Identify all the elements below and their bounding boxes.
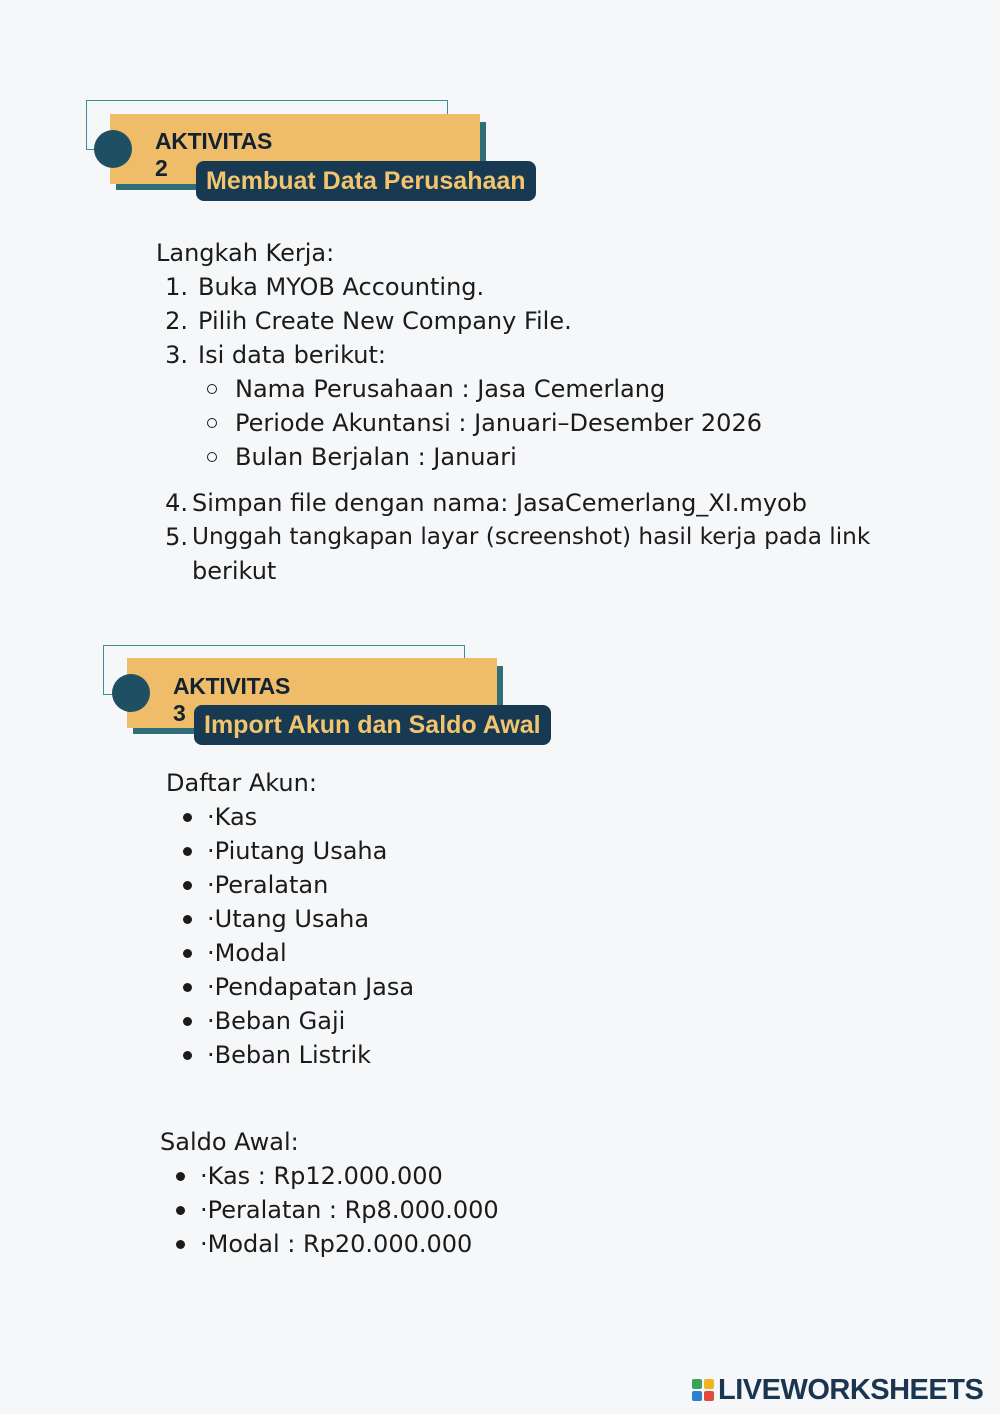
balance-entry: ·Peralatan : Rp8.000.000 bbox=[200, 1196, 499, 1224]
bullet-icon bbox=[183, 949, 192, 958]
sub-item-text: Bulan Berjalan : Januari bbox=[235, 443, 517, 471]
activity-title: Membuat Data Perusahaan bbox=[196, 161, 536, 201]
bullet-icon bbox=[183, 915, 192, 924]
bullet-icon bbox=[176, 1206, 185, 1215]
account-name: ·Beban Listrik bbox=[207, 1041, 372, 1069]
step-number: 1. bbox=[165, 273, 188, 301]
account-name: ·Piutang Usaha bbox=[207, 837, 388, 865]
bullet-icon bbox=[183, 1051, 192, 1060]
circle-bullet-icon bbox=[207, 384, 217, 394]
bullet-icon bbox=[183, 847, 192, 856]
step-text: Isi data berikut: bbox=[198, 341, 386, 369]
banner-dot bbox=[94, 130, 132, 168]
logo-square bbox=[704, 1379, 714, 1389]
account-name: ·Beban Gaji bbox=[207, 1007, 346, 1035]
logo-grid-icon bbox=[692, 1379, 714, 1401]
account-name: ·Peralatan bbox=[207, 871, 329, 899]
steps-heading: Langkah Kerja: bbox=[156, 239, 335, 267]
balances-heading: Saldo Awal: bbox=[160, 1128, 299, 1156]
circle-bullet-icon bbox=[207, 418, 217, 428]
accounts-heading: Daftar Akun: bbox=[166, 769, 317, 797]
step-text: Pilih Create New Company File. bbox=[198, 307, 572, 335]
account-name: ·Pendapatan Jasa bbox=[207, 973, 415, 1001]
logo-text: LIVEWORKSHEETS bbox=[718, 1373, 984, 1406]
step-number: 3. bbox=[165, 341, 188, 369]
sub-item-text: Nama Perusahaan : Jasa Cemerlang bbox=[235, 375, 666, 403]
sub-item-text: Periode Akuntansi : Januari–Desember 2026 bbox=[235, 409, 762, 437]
bullet-icon bbox=[183, 1017, 192, 1026]
balance-entry: ·Modal : Rp20.000.000 bbox=[200, 1230, 473, 1258]
account-name: ·Kas bbox=[207, 803, 258, 831]
bullet-icon bbox=[176, 1172, 185, 1181]
circle-bullet-icon bbox=[207, 452, 217, 462]
bullet-icon bbox=[183, 983, 192, 992]
step-number: 5. bbox=[165, 523, 188, 551]
step-text: Simpan file dengan nama: JasaCemerlang_XI.myob bbox=[192, 489, 807, 517]
liveworksheets-logo[interactable] bbox=[692, 1374, 983, 1406]
bullet-icon bbox=[183, 881, 192, 890]
bullet-icon bbox=[183, 813, 192, 822]
step-text-continuation: berikut bbox=[192, 557, 277, 585]
logo-square bbox=[704, 1391, 714, 1401]
account-name: ·Utang Usaha bbox=[207, 905, 370, 933]
account-name: ·Modal bbox=[207, 939, 287, 967]
logo-square bbox=[692, 1379, 702, 1389]
bullet-icon bbox=[176, 1240, 185, 1249]
activity-title: Import Akun dan Saldo Awal bbox=[194, 705, 551, 745]
step-text: Buka MYOB Accounting. bbox=[198, 273, 485, 301]
step-text: Unggah tangkapan layar (screenshot) hasil kerja pada link bbox=[192, 523, 871, 550]
step-number: 4. bbox=[165, 489, 188, 517]
logo-square bbox=[692, 1391, 702, 1401]
activity-label: AKTIVITAS 2 bbox=[155, 128, 272, 181]
balance-entry: ·Kas : Rp12.000.000 bbox=[200, 1162, 443, 1190]
banner-dot bbox=[112, 674, 150, 712]
activity-label: AKTIVITAS 3 bbox=[173, 673, 290, 726]
step-number: 2. bbox=[165, 307, 188, 335]
